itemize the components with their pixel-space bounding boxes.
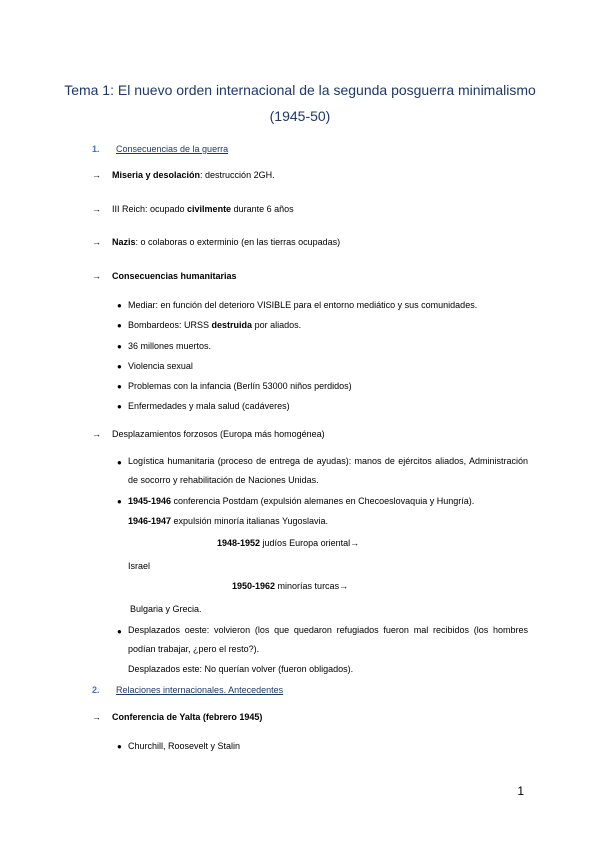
page-title: Tema 1: El nuevo orden internacional de la segunda posguerra minimalismo [64, 82, 536, 98]
arrow-icon: → [92, 170, 101, 180]
arrow-icon: → [92, 237, 101, 247]
text-line-1950: 1950-1962 minorías turcas→ [232, 581, 349, 591]
bullet-item: Mediar: en función del deterioro VISIBLE para el entorno mediático y sus comunidades. [128, 300, 478, 310]
list-item-miseria: → Miseria y desolación: destrucción 2GH. [92, 170, 275, 180]
list-item-reich: → III Reich: ocupado civilmente durante 6 años [92, 204, 294, 214]
page-number: 1 [517, 784, 524, 798]
bullet-icon: ● [117, 627, 122, 636]
bullet-item: Bombardeos: URSS destruida por aliados. [128, 320, 302, 330]
arrow-icon: → [92, 429, 101, 439]
page-title-years: (1945-50) [269, 108, 331, 124]
arrow-icon: → [92, 712, 101, 722]
section-title: Consecuencias de la guerra [116, 144, 229, 154]
bullet-icon: ● [117, 497, 122, 506]
text-line-israel: Israel [128, 561, 151, 571]
bullet-icon: ● [117, 458, 122, 467]
text-line-este: Desplazados este: No querían volver (fueron obligados). [128, 664, 354, 674]
bullet-item: Enfermedades y mala salud (cadáveres) [128, 401, 290, 411]
list-item-humanitarias: → Consecuencias humanitarias [92, 271, 237, 281]
arrow-icon: → [92, 271, 101, 281]
bullet-item-yalta: Churchill, Roosevelt y Stalin [128, 741, 241, 751]
bullet-item: 36 millones muertos. [128, 341, 212, 351]
text-line-bulgaria: Bulgaria y Grecia. [130, 604, 202, 614]
bullet-item-1945: 1945-1946 conferencia Postdam (expulsión alemanes en Checoeslovaquia y Hungría). [128, 496, 475, 506]
bullet-item-oeste: Desplazados oeste: volvieron (los que quedaron refugiados fueron mal recibidos (los hombres podían trabajar, ¿pero el resto?). [128, 625, 528, 654]
text-line-1948: 1948-1952 judíos Europa oriental→ [217, 538, 360, 548]
bullet-icon: ● [117, 321, 122, 330]
bullet-icon: ● [117, 301, 122, 310]
arrow-icon: → [92, 204, 101, 214]
bullet-icon: ● [117, 402, 122, 411]
section-title: Relaciones internacionales. Antecedentes [116, 685, 284, 695]
list-item-nazis: → Nazis: o colaboras o exterminio (en las tierras ocupadas) [92, 237, 341, 247]
list-item-yalta: → Conferencia de Yalta (febrero 1945) [92, 712, 263, 722]
section-heading-1 [92, 144, 228, 154]
bullet-item: Violencia sexual [128, 361, 193, 371]
section-number: 1. [92, 144, 100, 154]
bullet-item-logistica: Logística humanitaria (proceso de entrega de ayudas): manos de ejércitos aliados, Administración de socorro y rehabilitación de Naciones Unidas. [128, 456, 528, 485]
bullet-item: Problemas con la infancia (Berlín 53000 niños perdidos) [128, 381, 352, 391]
bullet-icon: ● [117, 382, 122, 391]
bullet-icon: ● [117, 742, 122, 751]
bullet-icon: ● [117, 342, 122, 351]
bullet-icon: ● [117, 362, 122, 371]
section-heading-2 [92, 685, 283, 695]
text-line-1946: 1946-1947 expulsión minoría italianas Yugoslavia. [128, 516, 328, 526]
section-number: 2. [92, 685, 100, 695]
list-item-desplazamientos: → Desplazamientos forzosos (Europa más homogénea) [92, 429, 325, 439]
